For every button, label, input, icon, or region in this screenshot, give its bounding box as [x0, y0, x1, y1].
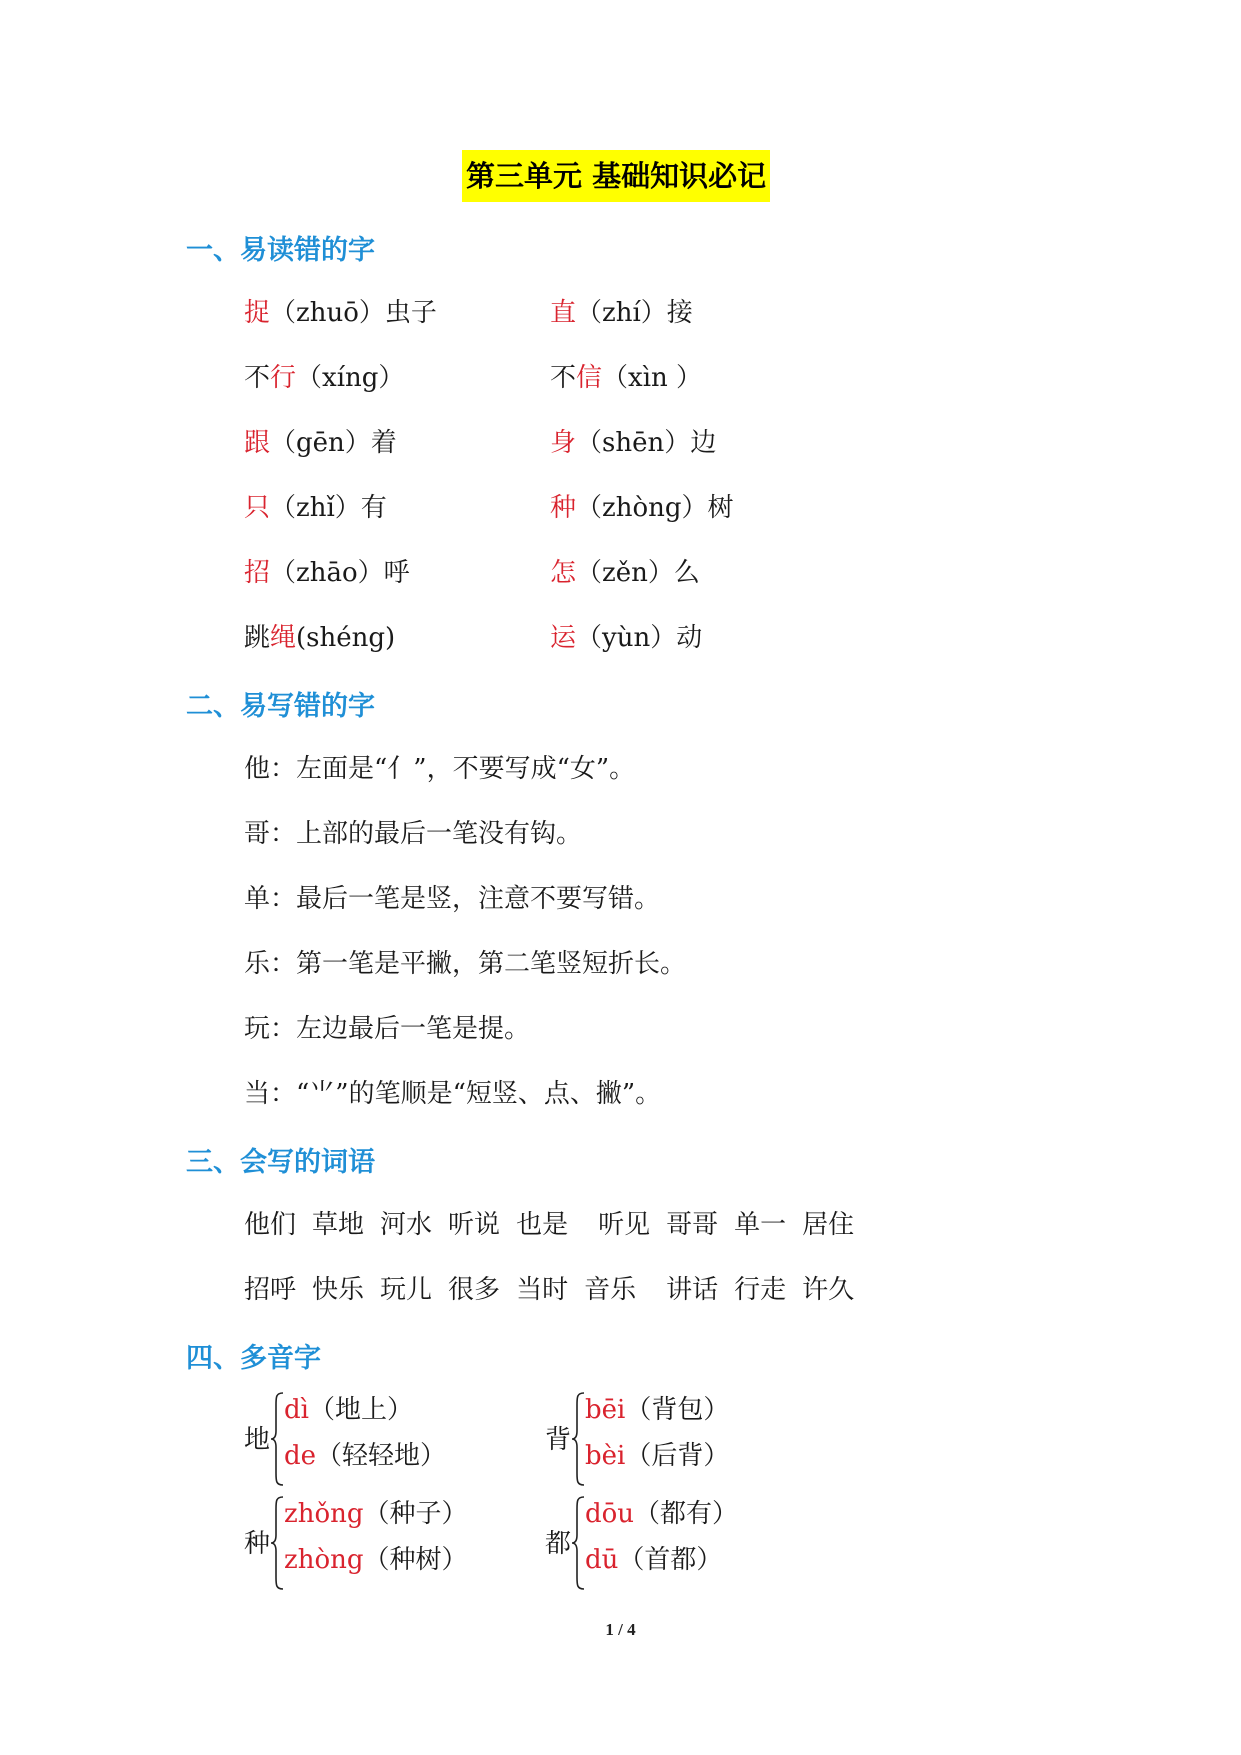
page-number: 1 / 4 [605, 1620, 636, 1639]
word: 草地 [312, 1210, 365, 1240]
word: 快乐 [312, 1275, 365, 1305]
word: 听见 [598, 1210, 651, 1240]
section-heading-4: 四、多音字 [186, 1343, 321, 1374]
polyphone-reading: zhòng（种树） [284, 1545, 468, 1575]
word: 居住 [802, 1210, 855, 1240]
word-row-2 [244, 1273, 870, 1307]
word: 当时 [516, 1275, 569, 1305]
reading-item: 不行（xíng） [244, 363, 405, 393]
polyphone-reading: dū（首都） [585, 1545, 723, 1575]
section-heading-3: 三、会写的词语 [186, 1147, 375, 1178]
polyphone-char: 地 [244, 1425, 271, 1455]
writing-note: 当：“⺌”的笔顺是“短竖、点、撇”。 [244, 1079, 662, 1109]
reading-item: 种（zhòng）树 [550, 493, 734, 523]
reading-item: 运（yùn）动 [550, 623, 703, 653]
polyphone-reading: zhǒng（种子） [284, 1499, 468, 1529]
reading-item: 跟（gēn）着 [244, 428, 397, 458]
writing-note: 单：最后一笔是竖，注意不要写错。 [244, 884, 661, 914]
polyphone-reading: dōu（都有） [585, 1499, 739, 1529]
reading-item: 捉（zhuō）虫子 [244, 298, 437, 328]
word: 哥哥 [666, 1210, 719, 1240]
word: 讲话 [666, 1275, 719, 1305]
reading-item: 只（zhǐ）有 [244, 493, 387, 523]
reading-item: 不信（xìn ） [550, 363, 703, 393]
writing-note: 乐：第一笔是平撇，第二笔竖短折长。 [244, 949, 687, 979]
polyphone-char: 都 [545, 1529, 572, 1559]
word: 行走 [734, 1275, 787, 1305]
section-heading-2: 二、易写错的字 [186, 691, 375, 722]
polyphone-reading: dì（地上） [284, 1395, 413, 1425]
polyphone-reading: bèi（后背） [585, 1441, 730, 1471]
polyphone-reading: bēi（背包） [585, 1395, 730, 1425]
brace-icon [571, 1495, 585, 1591]
page-title: 第三单元 基础知识必记 [462, 150, 770, 202]
word-row-1 [244, 1208, 870, 1242]
polyphone-char: 种 [244, 1529, 271, 1559]
writing-note: 哥：上部的最后一笔没有钩。 [244, 819, 583, 849]
word: 河水 [380, 1210, 433, 1240]
reading-item: 招（zhāo）呼 [244, 558, 410, 588]
brace-icon [571, 1391, 585, 1487]
word: 也是 [516, 1210, 569, 1240]
reading-item: 跳绳(shéng) [244, 623, 396, 653]
brace-icon [270, 1391, 284, 1487]
section-heading-1: 一、易读错的字 [186, 235, 375, 266]
polyphone-char: 背 [545, 1425, 572, 1455]
word: 很多 [448, 1275, 501, 1305]
word: 音乐 [584, 1275, 637, 1305]
reading-item: 身（shēn）边 [550, 428, 717, 458]
word: 招呼 [244, 1275, 297, 1305]
polyphone-reading: de（轻轻地） [284, 1441, 447, 1471]
word: 单一 [734, 1210, 787, 1240]
reading-item: 怎（zěn）么 [550, 558, 700, 588]
word: 玩儿 [380, 1275, 433, 1305]
brace-icon [270, 1495, 284, 1591]
word: 他们 [244, 1210, 297, 1240]
word: 许久 [802, 1275, 855, 1305]
writing-note: 他：左面是“亻”，不要写成“女”。 [244, 754, 636, 784]
reading-item: 直（zhí）接 [550, 298, 693, 328]
writing-note: 玩：左边最后一笔是提。 [244, 1014, 531, 1044]
word: 听说 [448, 1210, 501, 1240]
